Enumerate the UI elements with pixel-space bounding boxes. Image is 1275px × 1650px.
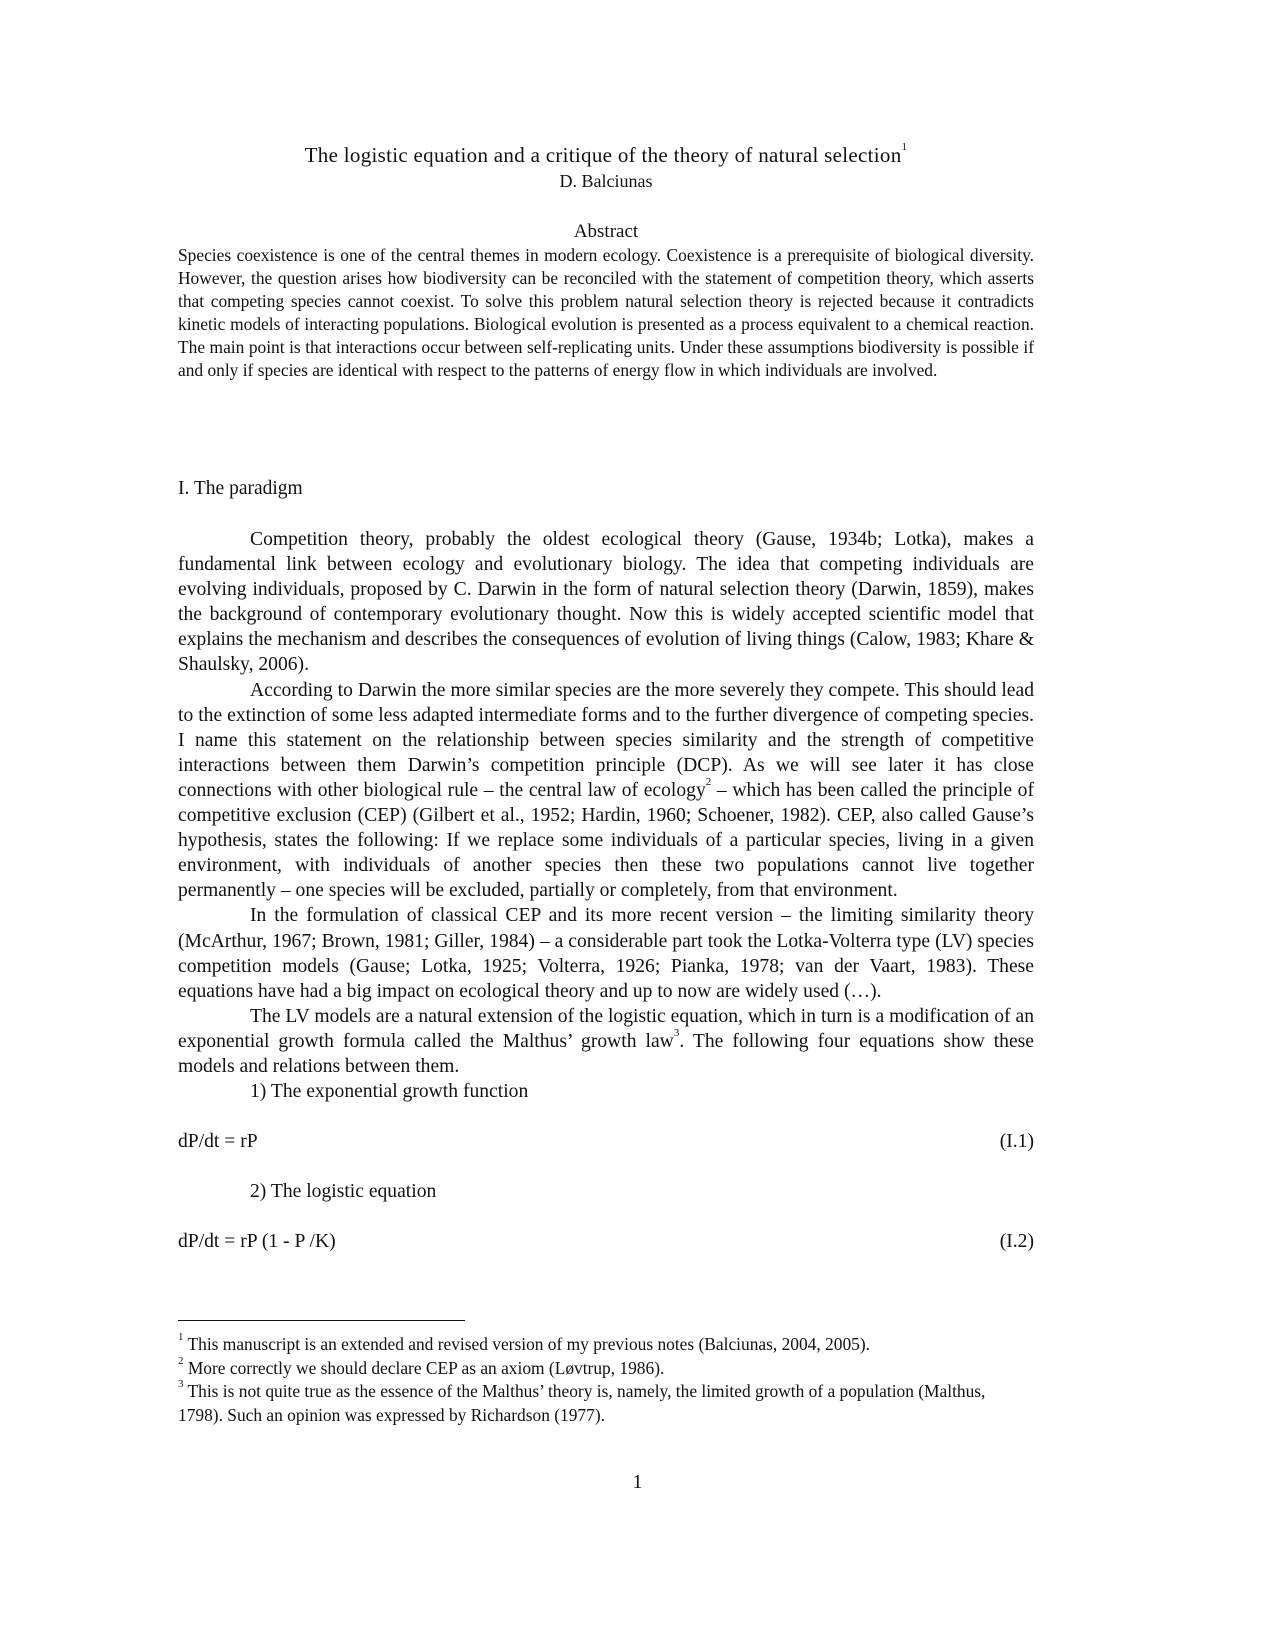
paragraph: In the formulation of classical CEP and its more recent version – the limiting similarity theory (McArthur, 1967; Brown, 1981; Giller, 1984) – a considerable part took the Lotka-Volterra type (LV) species competition models (Gause; Lotka, 1925; Volterra, 1926; Pianka, 1978; van der Vaart, 1983). These equations have had a big impact on ecological theory and up to now are widely used (…). [178, 905, 1034, 1002]
footnote [178, 1380, 1034, 1427]
footnote-text: This is not quite true as the essence of the Malthus’ theory is, namely, the limited growth of a population (Malthus, 1798). Such an opinion was expressed by Richardson (1977). [178, 1381, 986, 1425]
footnote [178, 1333, 1034, 1357]
equation-formula: dP/dt = rP (1 - P /K) [178, 1231, 336, 1253]
author: D. Balciunas [559, 171, 653, 191]
equation-i2 [178, 1229, 1034, 1254]
title-text: The logistic equation and a critique of the theory of natural selection [304, 143, 902, 167]
equation-label: (I.2) [999, 1231, 1034, 1253]
equation-formula: dP/dt = rP [178, 1131, 258, 1153]
body-text [178, 527, 1034, 1254]
text: – which has been called the principle of competitive exclusion (CEP) (Gilbert et al., 1952; Hardin, 1960; Schoener, 1982). CEP, also called Gause’s hypothesis, states the following: If we replace some individuals of a particular species, living in a given environment, with individuals of another species then these two populations cannot live together permanently – one species will be excluded, partially or completely, from that environment. [178, 779, 1034, 902]
page-number: 1 [632, 1471, 643, 1493]
section-heading: I. The paradigm [178, 478, 303, 499]
paper-title [178, 143, 1034, 168]
footnote-mark: 2 [178, 1354, 184, 1367]
list-item: 2) The logistic equation [250, 1181, 437, 1203]
footnote [178, 1354, 1034, 1381]
footnote-mark: 3 [178, 1378, 184, 1390]
abstract-heading: Abstract [573, 221, 639, 242]
footnote-mark: 1 [901, 141, 908, 153]
paragraph [178, 1004, 1034, 1079]
footnote-divider [178, 1320, 465, 1321]
paragraph [178, 678, 1034, 904]
footnote-text: This manuscript is an extended and revised version of my previous notes (Balciunas, 2004, 2005). [183, 1334, 870, 1354]
paragraph: Competition theory, probably the oldest ecological theory (Gause, 1934b; Lotka), makes a fundamental link between ecology and evolutionary biology. The idea that competing individuals are evolving individuals, proposed by C. Darwin in the form of natural selection theory (Darwin, 1859), makes the background of contemporary evolutionary thought. Now this is widely accepted scientific model that explains the mechanism and describes the consequences of evolution of living things (Calow, 1983; Khare & Shaulsky, 2006). [178, 529, 1034, 676]
footnotes [178, 1333, 1034, 1427]
footnote-mark: 3 [673, 1026, 680, 1039]
text: . The following four equations show these models and relations between them. [178, 1030, 1034, 1077]
footnote-mark: 1 [178, 1331, 184, 1343]
list-item: 1) The exponential growth function [250, 1081, 529, 1103]
equation-i1 [178, 1129, 1034, 1154]
footnote-text: More correctly we should declare CEP as an axiom (Løvtrup, 1986). [183, 1357, 665, 1378]
abstract-text: Species coexistence is one of the central themes in modern ecology. Coexistence is a prerequisite of biological diversity. However, the question arises how biodiversity can be reconciled with the statement of competition theory, which asserts that competing species cannot coexist. To solve this problem natural selection theory is rejected because it contradicts kinetic models of interacting populations. Biological evolution is presented as a process equivalent to a chemical reaction. The main point is that interactions occur between self-replicating units. Under these assumptions biodiversity is possible if and only if species are identical with respect to the patterns of energy flow in which individuals are involved. [178, 245, 1034, 380]
text: According to Darwin the more similar species are the more severely they compete. This should lead to the extinction of some less adapted intermediate forms and to the further divergence of competing species. I name this statement on the relationship between species similarity and the strength of competitive interactions between them Darwin’s competition principle (DCP). As we will see later it has close connections with other biological rule – the central law of ecology [178, 679, 1034, 801]
text: The LV models are a natural extension of the logistic equation, which in turn is a modification of an exponential growth formula called the Malthus’ growth law [178, 1005, 1034, 1052]
footnote-mark: 2 [705, 775, 712, 788]
equation-label: (I.1) [999, 1131, 1034, 1153]
